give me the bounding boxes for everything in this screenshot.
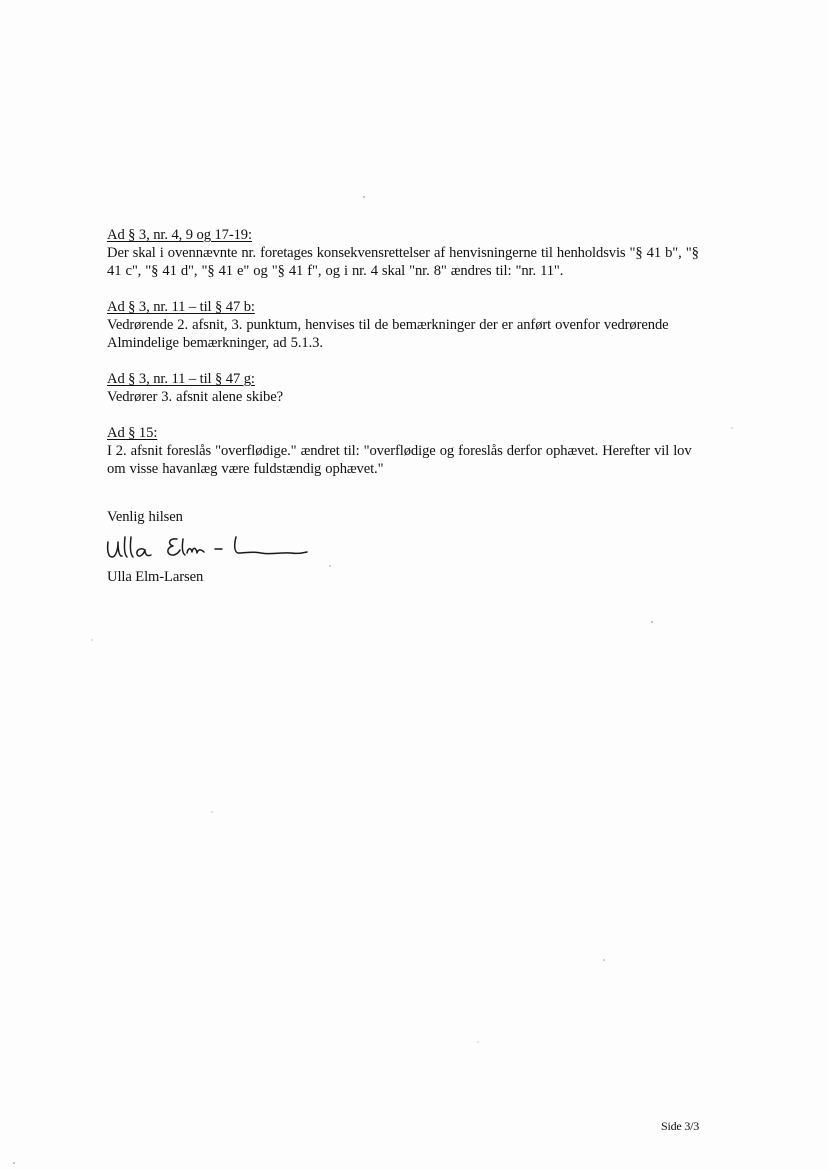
section-ad-3-nr-4-9-17-19 bbox=[107, 226, 707, 280]
section-ad-15 bbox=[107, 424, 707, 478]
section-paragraph: I 2. afsnit foreslås "overflødige." ændret til: "overflødige og foreslås derfor ophævet. Herefter vil lov om visse havanlæg være fuldstændig ophævet." bbox=[107, 443, 692, 477]
closing-greeting: Venlig hilsen bbox=[107, 509, 183, 525]
section-paragraph: Der skal i ovennævnte nr. foretages konsekvensrettelser af henvisningerne til henholdsvis "§ 41 b", "§ 41 c", "§ 41 d", "§ 41 e" og "§ 41 f", og i nr. 4 skal "nr. 8" ændres til: "nr. 11". bbox=[107, 245, 699, 279]
signer-name: Ulla Elm-Larsen bbox=[107, 569, 204, 585]
section-paragraph: Vedrørende 2. afsnit, 3. punktum, henvises til de bemærkninger der er anført ovenfor vedrørende Almindelige bemærkninger, ad 5.1.3. bbox=[107, 317, 669, 351]
letter-body bbox=[107, 226, 707, 586]
section-heading: Ad § 3, nr. 4, 9 og 17-19: bbox=[107, 227, 252, 243]
page-number: Side 3/3 bbox=[661, 1119, 700, 1133]
section-ad-3-nr-11-til-47g bbox=[107, 370, 707, 406]
handwritten-signature bbox=[105, 532, 325, 566]
section-paragraph: Vedrører 3. afsnit alene skibe? bbox=[107, 389, 283, 405]
section-ad-3-nr-11-til-47b bbox=[107, 298, 707, 352]
section-heading: Ad § 15: bbox=[107, 425, 158, 441]
section-heading: Ad § 3, nr. 11 – til § 47 g: bbox=[107, 371, 255, 387]
section-heading: Ad § 3, nr. 11 – til § 47 b: bbox=[107, 299, 255, 315]
closing-block bbox=[107, 508, 707, 586]
